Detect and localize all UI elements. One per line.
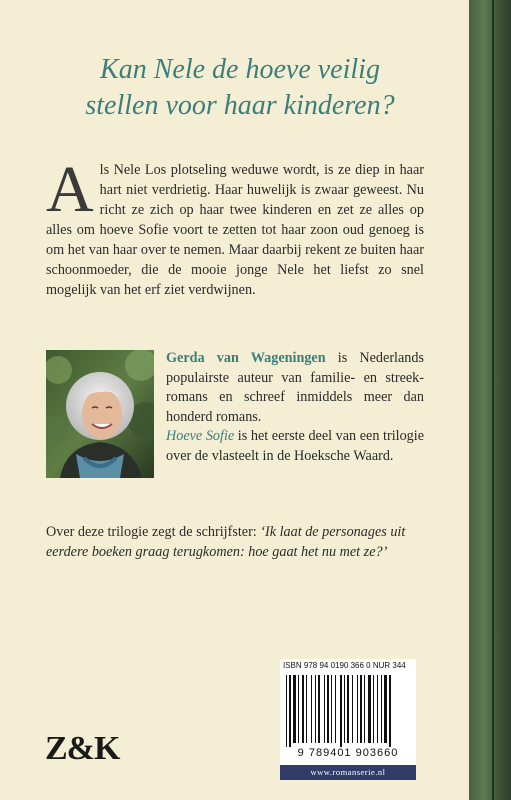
quote-text: ‘Ik laat de personages uit eerdere boeken graag terugkomen: hoe gaat het nu met ze?’ [46, 524, 406, 560]
barcode-label [280, 659, 416, 780]
blurb-paragraph [46, 153, 424, 300]
drop-cap: A [46, 153, 94, 226]
isbn-line: ISBN 978 94 0190 366 0 NUR 344 [283, 661, 406, 670]
publisher-logo: Z&K [45, 730, 120, 767]
author-bio-paragraph-2 [166, 427, 424, 466]
blurb-text: ls Nele Los plotseling weduwe wordt, is ze diep in haar hart niet verdrietig. Haar huwelijk is zwaar geweest. Nu richt ze zich op haar twee kinderen en zet ze alles op alles om hoeve Sofie voort te zetten tot haar zoon oud genoeg is om het van haar over te nemen. Maar daarbij rekent ze buiten haar schoonmoeder, die de mooie jonge Nele het liefst zo snel mogelijk van het erf ziet verdwijnen. [46, 162, 424, 298]
author-bio-text-1: is Nederlands populairste auteur van familie- en streekromans en schreef inmiddels meer dan honderd romans. [166, 350, 424, 425]
author-name: Gerda van Wageningen [166, 350, 326, 366]
author-bio-paragraph-1 [166, 349, 424, 427]
barcode-digits: 9 789401 903660 [297, 747, 399, 759]
book-spine [469, 0, 511, 800]
publisher-url: www.romanserie.nl [280, 765, 416, 780]
author-bio-text-2: is het eerste deel van een trilogie over de vlasteelt in de Hoeksche Waard. [166, 428, 424, 464]
author-quote [46, 522, 436, 562]
author-bio [166, 349, 424, 466]
spine-edge-line [492, 0, 494, 800]
tagline-line-1: Kan Nele de hoeve veilig [100, 54, 380, 85]
barcode-icon [284, 675, 412, 747]
book-title: Hoeve Sofie [166, 428, 235, 444]
tagline-line-2: stellen voor haar kinderen? [85, 90, 395, 121]
author-photo [46, 350, 154, 478]
tagline [40, 52, 440, 124]
quote-intro: Over deze trilogie zegt de schrijfster: [46, 524, 261, 540]
author-portrait-image [46, 350, 154, 478]
